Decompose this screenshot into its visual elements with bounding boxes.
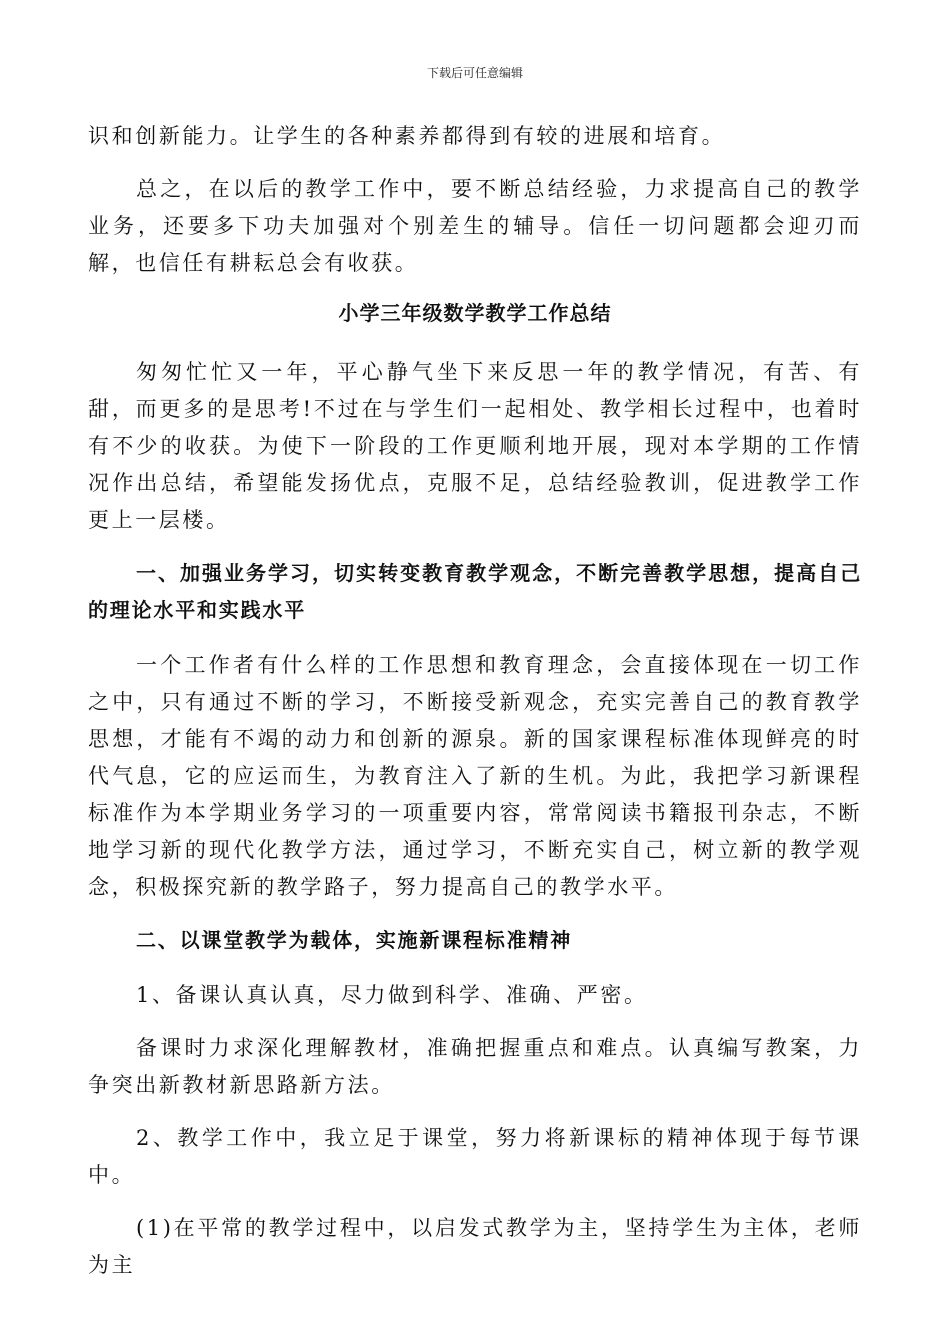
document-title: 小学三年级数学教学工作总结: [338, 301, 612, 325]
section-heading-1: 一、加强业务学习，切实转变教育教学观念，不断完善教学思想，提高自己的理论水平和实践水平: [88, 561, 862, 622]
list-item-2: 2、教学工作中，我立足于课堂，努力将新课标的精神体现于每节课中。: [88, 1126, 862, 1187]
page-header: 下载后可任意编辑: [426, 66, 523, 80]
document-body: [88, 118, 862, 1300]
paragraph-intro: 匆匆忙忙又一年，平心静气坐下来反思一年的教学情况，有苦、有甜，而更多的是思考!不过在与学生们一起相处、教学相长过程中，也着时有不少的收获。为使下一阶段的工作更顺利地开展，现对本学期的工作情况作出总结，希望能发扬优点，克服不足，总结经验教训，促进教学工作更上一层楼。: [88, 360, 862, 532]
paragraph-continuation: 识和创新能力。让学生的各种素养都得到有较的进展和培育。: [88, 124, 726, 148]
paragraph-section-1: 一个工作者有什么样的工作思想和教育理念，会直接体现在一切工作之中，只有通过不断的学习，不断接受新观念，充实完善自己的教育教学思想，才能有不竭的动力和创新的源泉。新的国家课程标准体现鲜亮的时代气息，它的应运而生，为教育注入了新的生机。为此，我把学习新课程标准作为本学期业务学习的一项重要内容，常常阅读书籍报刊杂志，不断地学习新的现代化教学方法，通过学习，不断充实自己，树立新的教学观念，积极探究新的教学路子，努力提高自己的教学水平。: [88, 653, 862, 899]
list-item-2-1: (1)在平常的教学过程中，以启发式教学为主，坚持学生为主体，老师为主: [88, 1216, 862, 1277]
section-heading-2: 二、以课堂教学为载体，实施新课程标准精神: [136, 928, 572, 952]
list-item-1: 1、备课认真认真，尽力做到科学、准确、严密。: [136, 983, 648, 1007]
paragraph-prep: 备课时力求深化理解教材，准确把握重点和难点。认真编写教案，力争突出新教材新思路新方法。: [88, 1036, 862, 1097]
paragraph-conclusion: 总之，在以后的教学工作中，要不断总结经验，力求提高自己的教学业务，还要多下功夫加强对个别差生的辅导。信任一切问题都会迎刃而解，也信任有耕耘总会有收获。: [88, 177, 862, 275]
